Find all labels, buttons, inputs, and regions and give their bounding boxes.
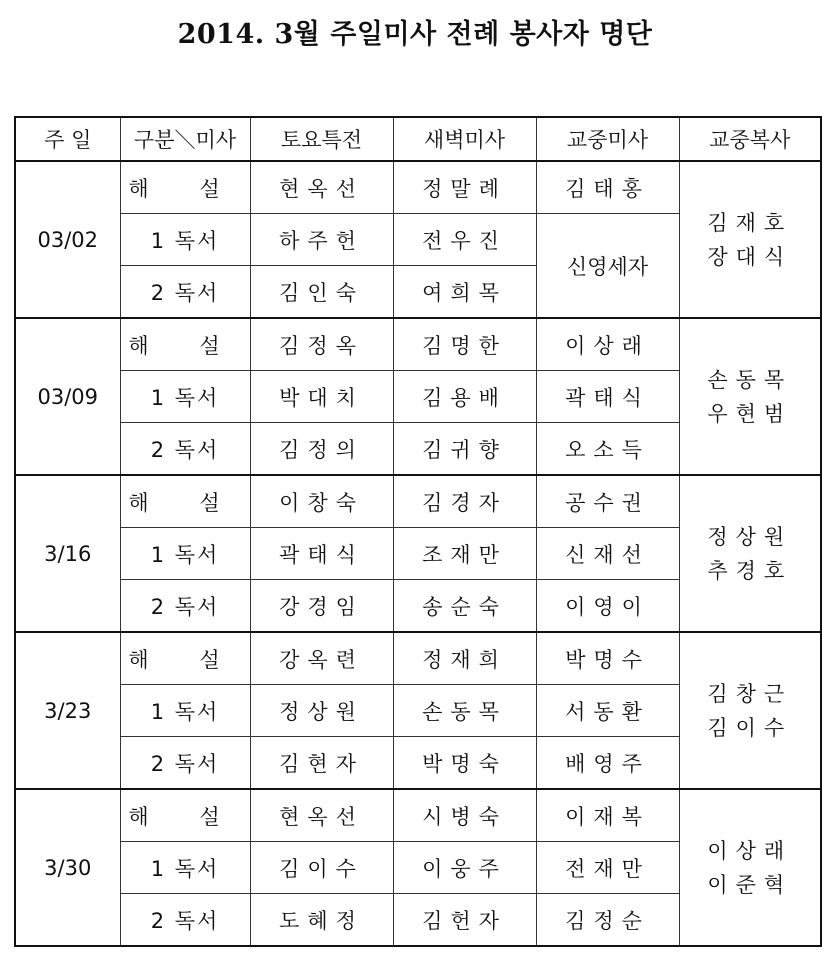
saturday-cell: 현옥선 (250, 161, 393, 214)
header-role-mass: 구분＼미사 (120, 117, 250, 161)
altar-server-name: 장대식 (707, 244, 793, 269)
table-row (15, 161, 821, 214)
week-date: 3/30 (15, 789, 120, 946)
role-label: 해 설 (120, 475, 250, 528)
week-date: 03/02 (15, 161, 120, 318)
altar-servers-cell (679, 475, 821, 632)
table-row (15, 632, 821, 685)
role-label: 해 설 (120, 318, 250, 371)
altar-server-name: 이준혁 (707, 872, 793, 897)
header-dawn-mass: 새벽미사 (393, 117, 536, 161)
header-row (15, 117, 821, 161)
dawn-mass-cell: 김용배 (393, 371, 536, 423)
altar-server-name: 김이수 (707, 715, 793, 740)
saturday-cell: 김정옥 (250, 318, 393, 371)
table-row (15, 789, 821, 842)
saturday-cell: 김현자 (250, 737, 393, 790)
main-mass-cell: 이영이 (536, 580, 679, 633)
table-row (15, 318, 821, 371)
altar-servers-cell (679, 789, 821, 946)
dawn-mass-cell: 정재희 (393, 632, 536, 685)
page-title: 2014. 3월 주일미사 전례 봉사자 명단 (177, 19, 653, 50)
saturday-cell: 곽태식 (250, 528, 393, 580)
saturday-cell: 이창숙 (250, 475, 393, 528)
main-mass-cell: 배영주 (536, 737, 679, 790)
role-label: 2 독서 (120, 423, 250, 476)
main-mass-cell: 오소득 (536, 423, 679, 476)
altar-server-name: 정상원 (707, 524, 793, 549)
altar-server-name: 손동목 (707, 367, 793, 392)
role-label: 1 독서 (120, 528, 250, 580)
dawn-mass-cell: 박명숙 (393, 737, 536, 790)
saturday-cell: 현옥선 (250, 789, 393, 842)
main-mass-cell: 박명수 (536, 632, 679, 685)
saturday-cell: 도혜정 (250, 894, 393, 947)
role-label: 1 독서 (120, 842, 250, 894)
dawn-mass-cell: 송순숙 (393, 580, 536, 633)
header-week: 주 일 (15, 117, 120, 161)
role-label: 2 독서 (120, 580, 250, 633)
header-saturday: 토요특전 (250, 117, 393, 161)
main-mass-cell: 신재선 (536, 528, 679, 580)
saturday-cell: 김이수 (250, 842, 393, 894)
header-altar-servers: 교중복사 (679, 117, 821, 161)
dawn-mass-cell: 여희목 (393, 266, 536, 319)
role-label: 1 독서 (120, 214, 250, 266)
main-mass-cell: 김태홍 (536, 161, 679, 214)
altar-server-name: 김재호 (707, 210, 793, 235)
saturday-cell: 정상원 (250, 685, 393, 737)
role-label: 2 독서 (120, 894, 250, 947)
dawn-mass-cell: 전우진 (393, 214, 536, 266)
saturday-cell: 박대치 (250, 371, 393, 423)
altar-server-name: 김창근 (707, 681, 793, 706)
main-mass-cell: 곽태식 (536, 371, 679, 423)
altar-servers-cell (679, 318, 821, 475)
dawn-mass-cell: 김명한 (393, 318, 536, 371)
dawn-mass-cell: 김귀향 (393, 423, 536, 476)
dawn-mass-cell: 김헌자 (393, 894, 536, 947)
main-mass-cell: 공수권 (536, 475, 679, 528)
main-mass-cell: 신영세자 (536, 214, 679, 319)
altar-server-name: 이상래 (707, 838, 793, 863)
saturday-cell: 강경임 (250, 580, 393, 633)
role-label: 해 설 (120, 632, 250, 685)
altar-servers-cell (679, 632, 821, 789)
main-mass-cell: 서동환 (536, 685, 679, 737)
roster-body (15, 161, 821, 946)
main-mass-cell: 이상래 (536, 318, 679, 371)
week-date: 3/23 (15, 632, 120, 789)
saturday-cell: 김인숙 (250, 266, 393, 319)
header-main-mass: 교중미사 (536, 117, 679, 161)
week-date: 03/09 (15, 318, 120, 475)
dawn-mass-cell: 손동목 (393, 685, 536, 737)
table-row (15, 475, 821, 528)
altar-servers-cell (679, 161, 821, 318)
dawn-mass-cell: 이웅주 (393, 842, 536, 894)
roster-table (14, 116, 822, 947)
saturday-cell: 김정의 (250, 423, 393, 476)
role-label: 1 독서 (120, 685, 250, 737)
altar-server-name: 우현범 (707, 401, 793, 426)
role-label: 2 독서 (120, 266, 250, 319)
role-label: 해 설 (120, 789, 250, 842)
dawn-mass-cell: 조재만 (393, 528, 536, 580)
main-mass-cell: 전재만 (536, 842, 679, 894)
main-mass-cell: 이재복 (536, 789, 679, 842)
saturday-cell: 강옥련 (250, 632, 393, 685)
dawn-mass-cell: 김경자 (393, 475, 536, 528)
altar-server-name: 추경호 (707, 558, 793, 583)
role-label: 2 독서 (120, 737, 250, 790)
role-label: 해 설 (120, 161, 250, 214)
week-date: 3/16 (15, 475, 120, 632)
saturday-cell: 하주헌 (250, 214, 393, 266)
dawn-mass-cell: 시병숙 (393, 789, 536, 842)
dawn-mass-cell: 정말례 (393, 161, 536, 214)
role-label: 1 독서 (120, 371, 250, 423)
main-mass-cell: 김정순 (536, 894, 679, 947)
